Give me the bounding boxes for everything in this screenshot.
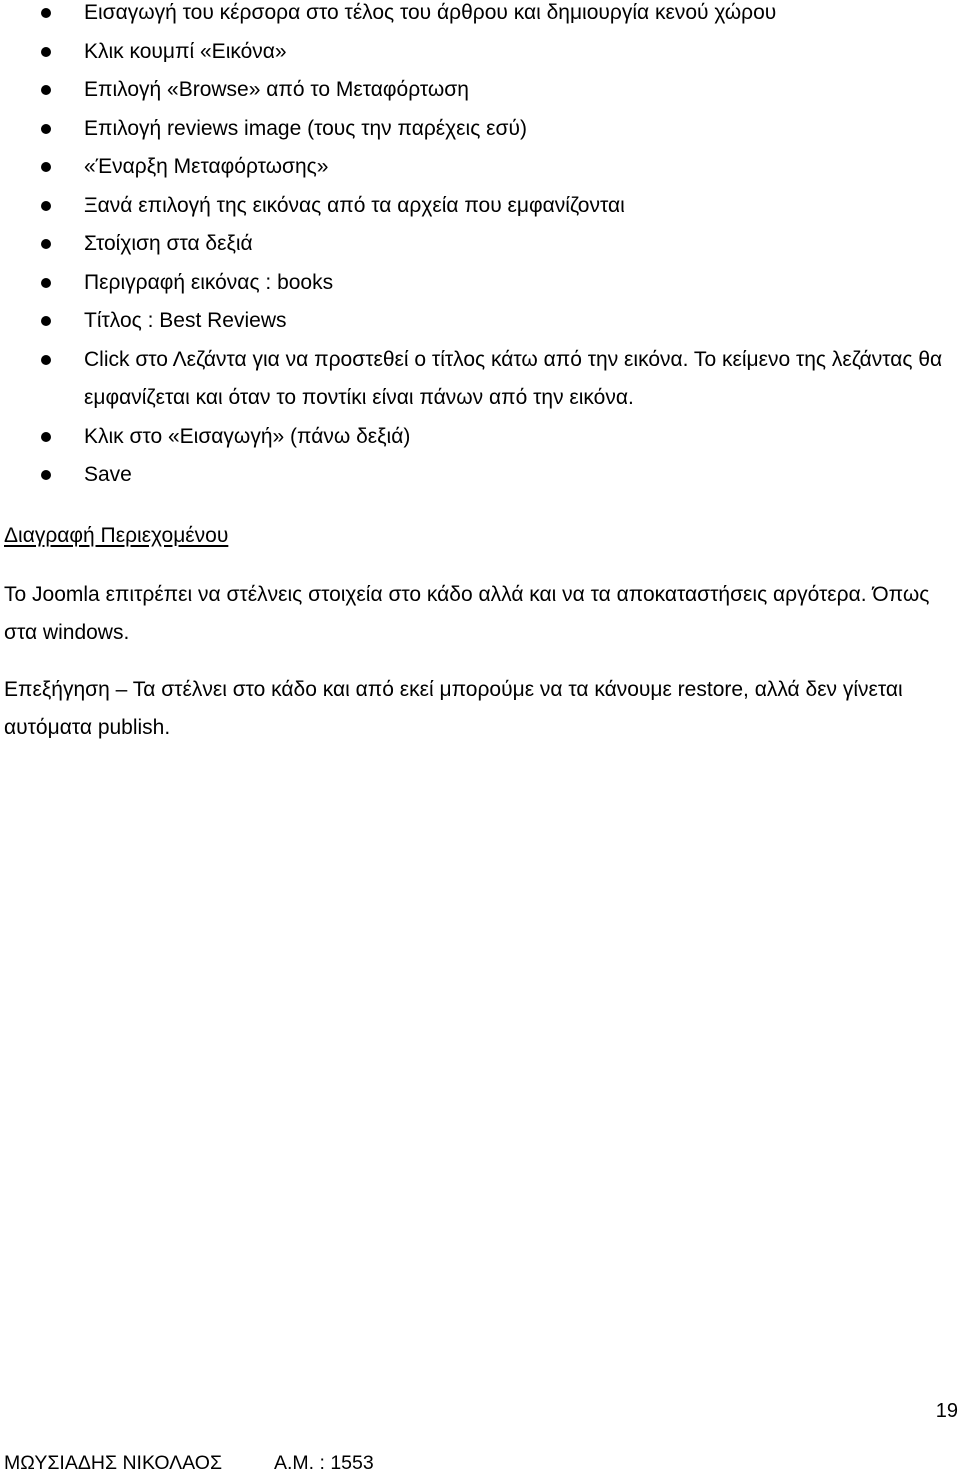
bullet-icon [41,316,51,326]
bullet-icon [41,278,51,288]
list-item-text: Ξανά επιλογή της εικόνας από τα αρχεία που εμφανίζονται [84,193,625,217]
list-item [0,187,960,226]
bullet-icon [41,355,51,365]
list-item [0,33,960,72]
list-item [0,341,960,418]
footer-student-id: Α.Μ. : 1553 [274,1452,374,1474]
list-item [0,0,960,33]
list-item-text: Εισαγωγή του κέρσορα στο τέλος του άρθρου και δημιουργία κενού χώρου [84,1,777,24]
bullet-icon [41,162,51,172]
list-item-text: Κλικ στο «Εισαγωγή» (πάνω δεξιά) [84,424,411,448]
bullet-icon [41,85,51,95]
list-item-text: Save [84,463,132,486]
page-number: 19 [935,1400,958,1422]
list-item [0,264,960,303]
bullet-icon [41,124,51,134]
paragraph-joomla-trash: Το Joomla επιτρέπει να στέλνεις στοιχεία στο κάδο αλλά και να τα αποκαταστήσεις αργότερα. Όπως στα windows. [4,583,930,644]
list-item-text: Στοίχιση στα δεξιά [84,232,253,255]
list-item [0,456,960,495]
paragraph-explanation: Επεξήγηση – Τα στέλνει στο κάδο και από εκεί μπορούμε να τα κάνουμε restore, αλλά δεν γίνεται αυτόματα publish. [4,678,903,739]
list-item-text: Επιλογή «Browse» από το Μεταφόρτωση [84,78,469,101]
list-item [0,225,960,264]
list-item-text: «Έναρξη Μεταφόρτωσης» [84,155,329,178]
page-footer [4,1447,374,1479]
bullet-icon [41,201,51,211]
bullet-icon [41,470,51,480]
list-item [0,110,960,149]
bullet-icon [41,432,51,442]
section-heading: Διαγραφή Περιεχομένου [4,524,229,547]
list-item [0,148,960,187]
instruction-list [0,0,960,495]
list-item [0,418,960,457]
list-item-text: Click στο Λεζάντα για να προστεθεί ο τίτλος κάτω από την εικόνα. Το κείμενο της λεζάντας θα εμφανίζεται και όταν το ποντίκι είναι πάνων από την εικόνα. [84,347,943,409]
bullet-icon [41,239,51,249]
bullet-icon [41,8,51,18]
list-item-text: Περιγραφή εικόνας : books [84,270,334,294]
list-item [0,302,960,341]
list-item-text: Τίτλος : Best Reviews [84,309,287,332]
list-item-text: Επιλογή reviews image (τους την παρέχεις εσύ) [84,116,527,140]
footer-author: ΜΩΥΣΙΑΔΗΣ ΝΙΚΟΛΑΟΣ [4,1452,223,1474]
list-item [0,71,960,110]
bullet-icon [41,47,51,57]
list-item-text: Κλικ κουμπί «Εικόνα» [84,39,287,63]
